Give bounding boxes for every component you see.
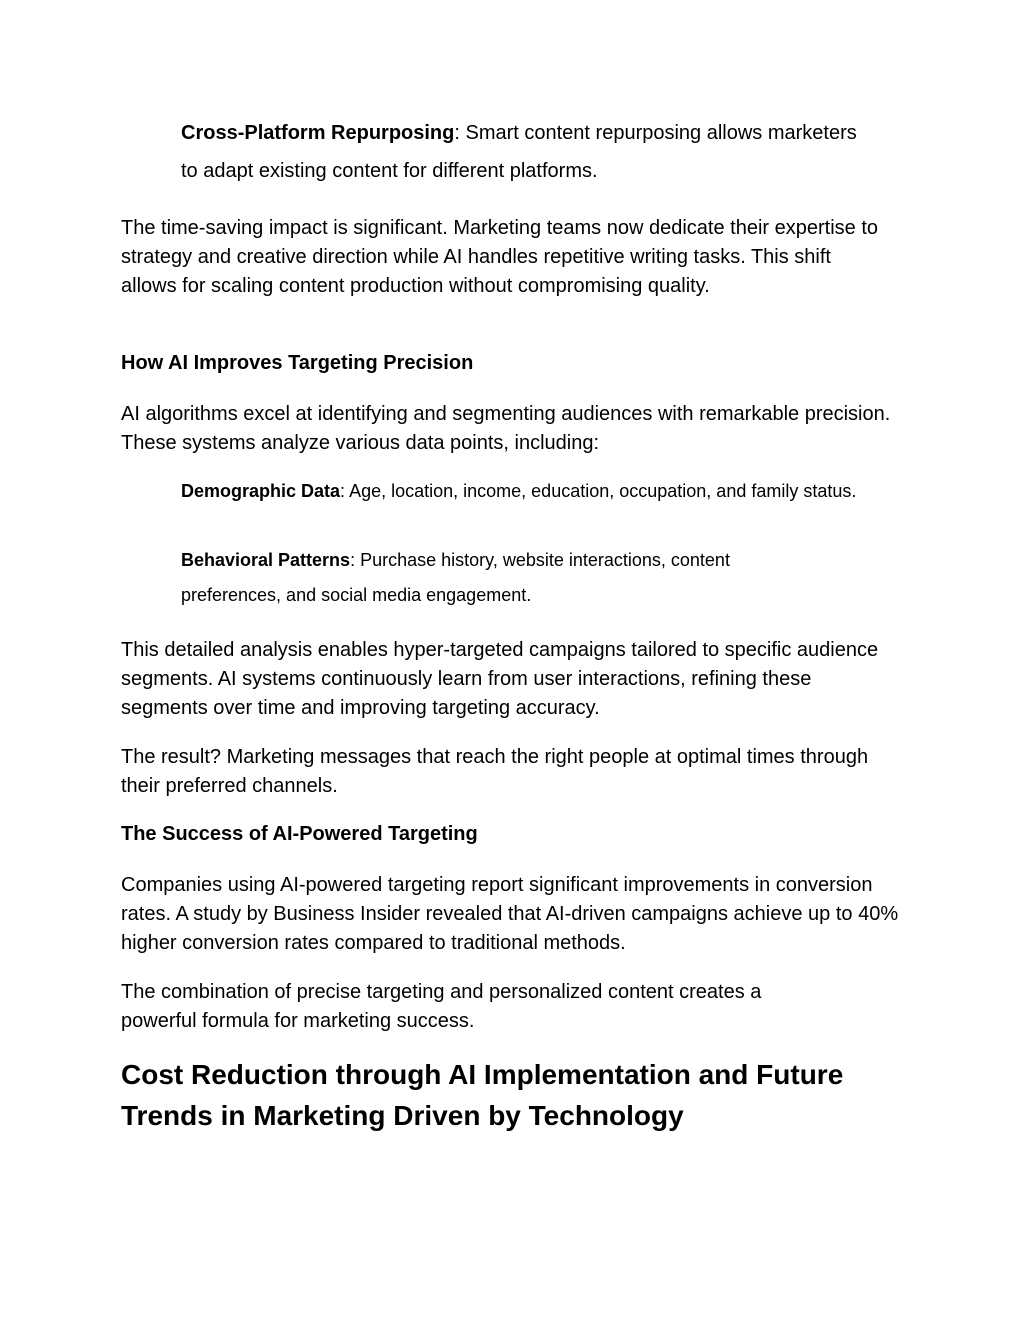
list-item-separator: : <box>340 481 346 501</box>
paragraph-algorithms-intro: AI algorithms excel at identifying and segmenting audiences with remarkable precision. These systems analyze various data points, including: <box>121 403 891 454</box>
list-item-term: Behavioral Patterns <box>181 550 351 570</box>
list-item-text: Purchase history, website interactions, content preferences, and social media engagement. <box>181 550 730 605</box>
list-item-term: Demographic Data <box>181 481 341 501</box>
list-item-term: Cross-Platform Repurposing <box>181 122 455 144</box>
section-heading-cost-reduction: Cost Reduction through AI Implementation and Future Trends in Marketing Driven by Technology <box>121 1059 844 1131</box>
paragraph-companies: Companies using AI-powered targeting report significant improvements in conversion rates. A study by Business Insider revealed that AI-driven campaigns achieve up to 40% higher conversion rates compared to traditional methods. <box>121 874 899 954</box>
paragraph-detailed-analysis: This detailed analysis enables hyper-targeted campaigns tailored to specific audience segments. AI systems continuously learn from user interactions, refining these segments over time and improving targeting accuracy. <box>121 639 879 719</box>
subheading-targeting-precision: How AI Improves Targeting Precision <box>121 352 474 374</box>
list-item-behavioral-patterns <box>181 543 821 612</box>
list-item-text: Age, location, income, education, occupation, and family status. <box>345 481 857 501</box>
list-item-text: Smart content repurposing allows marketers to adapt existing content for different platforms. <box>181 122 857 182</box>
list-item-separator: : <box>350 550 356 570</box>
subheading-success: The Success of AI-Powered Targeting <box>121 823 478 845</box>
paragraph-result: The result? Marketing messages that reach the right people at optimal times through their preferred channels. <box>121 746 869 797</box>
paragraph-combination: The combination of precise targeting and personalized content creates a powerful formula for marketing success. <box>121 981 762 1032</box>
paragraph-time-saving: The time-saving impact is significant. Marketing teams now dedicate their expertise to strategy and creative direction while AI handles repetitive writing tasks. This shift allows for scaling content production without compromising quality. <box>121 217 879 297</box>
list-item-separator: : <box>454 122 460 144</box>
list-item-cross-platform <box>181 114 861 190</box>
list-item-demographic-data <box>181 474 881 509</box>
